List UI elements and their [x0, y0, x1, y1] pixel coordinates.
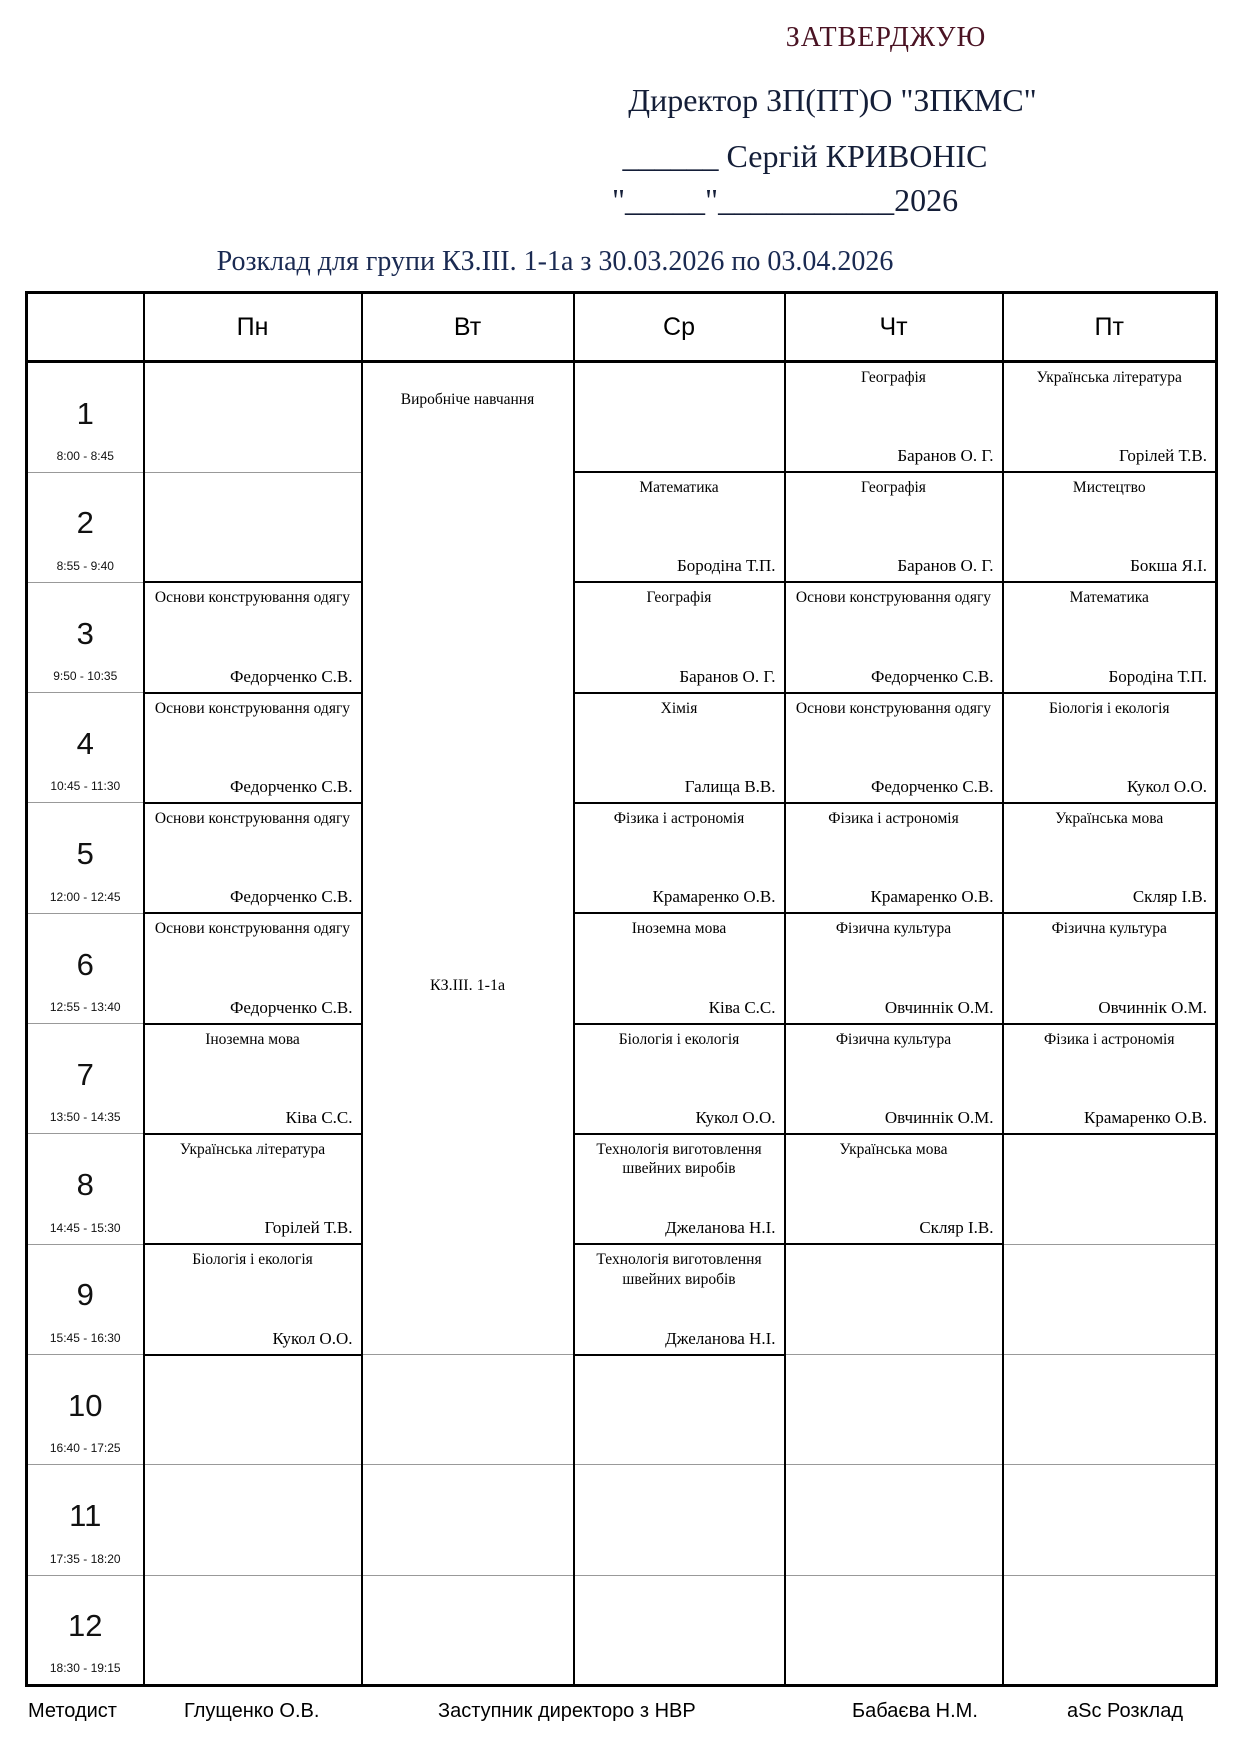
day-header-fri: Пт	[1003, 293, 1217, 362]
period-number: 8	[76, 1167, 94, 1203]
table-row	[27, 693, 1217, 803]
lesson-teacher: Джеланова Н.І.	[665, 1218, 776, 1238]
lesson-cell	[785, 1134, 1003, 1244]
lesson-cell	[144, 693, 362, 803]
footer-role-methodist: Методист	[28, 1700, 117, 1722]
period-cell	[27, 1465, 144, 1575]
period-number: 11	[69, 1498, 102, 1534]
period-cell	[27, 1244, 144, 1354]
lesson-teacher: Федорченко С.В.	[230, 666, 353, 686]
lesson-teacher: Кукол О.О.	[272, 1328, 353, 1348]
lesson-subject: Географія	[861, 369, 926, 387]
lesson-cell	[144, 1024, 362, 1134]
lesson-teacher: Кукол О.О.	[695, 1107, 776, 1127]
lesson-cell-empty	[785, 1355, 1003, 1465]
lesson-cell-empty	[1003, 1575, 1217, 1685]
period-cell	[27, 1134, 144, 1244]
footer-name-methodist: Глущенко О.В.	[184, 1700, 320, 1722]
day-header-wed: Ср	[574, 293, 785, 362]
lesson-teacher: Федорченко С.В.	[871, 776, 994, 796]
period-cell	[27, 472, 144, 582]
lesson-cell	[574, 1244, 785, 1354]
period-time: 12:55 - 13:40	[49, 1000, 121, 1015]
lesson-teacher: Бородіна Т.П.	[1108, 666, 1207, 686]
lesson-cell-empty	[1003, 1355, 1217, 1465]
lesson-teacher: Ківа С.С.	[708, 997, 776, 1017]
lesson-cell	[574, 1134, 785, 1244]
lesson-cell-empty	[1003, 1465, 1217, 1575]
lesson-subject: Мистецтво	[1072, 479, 1146, 496]
lesson-teacher: Бокша Я.І.	[1130, 556, 1207, 576]
lesson-cell-empty	[1003, 1134, 1217, 1244]
lesson-cell-empty	[574, 1355, 785, 1465]
lesson-teacher: Крамаренко О.В.	[870, 887, 994, 907]
lesson-subject: Біологія і екологія	[1048, 699, 1170, 717]
lesson-subject: Фізична культура	[835, 920, 952, 938]
lesson-teacher: Баранов О. Г.	[897, 556, 994, 576]
table-row	[27, 1244, 1217, 1354]
lesson-cell	[574, 582, 785, 692]
lesson-subject: Біологія і екологія	[192, 1251, 313, 1269]
footer-name-deputy: Бабаєва Н.М.	[852, 1700, 978, 1722]
period-number: 3	[76, 615, 94, 651]
lesson-cell	[785, 582, 1003, 692]
lesson-cell	[1003, 913, 1217, 1023]
lesson-cell	[1003, 472, 1217, 582]
period-cell	[27, 582, 144, 692]
lesson-teacher: Баранов О. Г.	[679, 666, 776, 686]
period-cell	[27, 913, 144, 1023]
period-cell	[27, 1575, 144, 1685]
period-time: 8:55 - 9:40	[56, 558, 114, 573]
lesson-teacher: Джеланова Н.І.	[665, 1328, 776, 1348]
lesson-cell	[785, 803, 1003, 913]
lesson-cell	[574, 1024, 785, 1134]
lesson-subject: Біологія і екологія	[618, 1030, 740, 1048]
table-row	[27, 1024, 1217, 1134]
lesson-cell-empty	[144, 1465, 362, 1575]
approve-label: ЗАТВЕРДЖУЮ	[785, 22, 987, 53]
footer-role-deputy: Заступник директоро з НВР	[438, 1700, 696, 1722]
period-cell	[27, 1355, 144, 1465]
lesson-cell	[574, 913, 785, 1023]
lesson-cell	[785, 362, 1003, 472]
lesson-subject: Фізична культура	[835, 1030, 952, 1048]
lesson-subject: Основи конструювання одягу	[154, 589, 351, 607]
lesson-teacher: Овчиннік О.М.	[884, 997, 994, 1017]
lesson-subject: Іноземна мова	[631, 920, 727, 938]
period-cell	[27, 693, 144, 803]
lesson-cell-empty	[144, 362, 362, 472]
period-number: 2	[76, 505, 94, 541]
lesson-teacher: Галища В.В.	[684, 776, 776, 796]
lesson-teacher: Кукол О.О.	[1126, 776, 1207, 796]
lesson-cell	[144, 803, 362, 913]
lesson-cell	[785, 913, 1003, 1023]
lesson-teacher: Горілей Т.В.	[1119, 446, 1207, 465]
table-row	[27, 1465, 1217, 1575]
table-row	[27, 582, 1217, 692]
table-row	[27, 1134, 1217, 1244]
lesson-subject: Українська мова	[839, 1140, 948, 1158]
lesson-cell-empty	[574, 1465, 785, 1575]
lesson-cell-empty	[362, 1575, 574, 1685]
lesson-teacher: Скляр І.В.	[1132, 887, 1207, 907]
lesson-teacher: Федорченко С.В.	[230, 887, 353, 907]
lesson-teacher: Скляр І.В.	[919, 1218, 994, 1238]
day-header-thu: Чт	[785, 293, 1003, 362]
lesson-subject: Виробніче навчання	[400, 391, 535, 409]
lesson-cell-empty	[144, 1355, 362, 1465]
period-time: 10:45 - 11:30	[50, 779, 121, 794]
lesson-subject: Основи конструювання одягу	[154, 699, 351, 717]
lesson-subject: Географія	[861, 479, 926, 496]
lesson-cell	[144, 1134, 362, 1244]
lesson-cell	[1003, 803, 1217, 913]
lesson-teacher: Овчиннік О.М.	[1098, 997, 1207, 1017]
lesson-cell-empty	[1003, 1244, 1217, 1354]
page-title: Розклад для групи КЗ.ІІІ. 1-1а з 30.03.2026 по 03.04.2026	[216, 246, 894, 277]
lesson-cell-empty	[785, 1244, 1003, 1354]
lesson-cell	[785, 693, 1003, 803]
lesson-subject: Українська мова	[1055, 809, 1164, 827]
lesson-cell	[785, 472, 1003, 582]
lesson-cell	[1003, 693, 1217, 803]
lesson-teacher: Бородіна Т.П.	[677, 556, 776, 576]
lesson-subject: Іноземна мова	[205, 1030, 300, 1048]
lesson-teacher: Крамаренко О.В.	[652, 887, 776, 907]
period-number: 6	[76, 946, 94, 982]
period-time: 9:50 - 10:35	[53, 669, 118, 684]
period-time: 16:40 - 17:25	[49, 1441, 121, 1456]
table-row	[27, 803, 1217, 913]
lesson-cell-empty	[574, 1575, 785, 1685]
period-cell	[27, 1024, 144, 1134]
period-time: 15:45 - 16:30	[49, 1331, 121, 1345]
lesson-cell	[1003, 582, 1217, 692]
lesson-subject: Основи конструювання одягу	[795, 699, 992, 717]
date-line: "_____"___________2026	[611, 182, 959, 218]
lesson-cell	[574, 472, 785, 582]
lesson-cell	[144, 913, 362, 1023]
lesson-cell	[144, 1244, 362, 1354]
lesson-subject: Фізика і астрономія	[828, 809, 959, 827]
day-header-tue: Вт	[362, 293, 574, 362]
period-time: 17:35 - 18:20	[49, 1551, 121, 1566]
lesson-teacher: Федорченко С.В.	[871, 666, 994, 686]
lesson-subject: Географія	[646, 589, 712, 607]
lesson-subject: Технологія виготовлення швейних виробів	[596, 1140, 762, 1178]
lesson-cell	[785, 1024, 1003, 1134]
footer-brand: aSc Розклад	[1067, 1700, 1183, 1722]
period-number: 5	[76, 836, 94, 872]
lesson-subject: Математика	[1069, 589, 1149, 607]
lesson-cell	[144, 582, 362, 692]
lesson-subject: Основи конструювання одягу	[795, 589, 992, 607]
lesson-subject: Основи конструювання одягу	[154, 809, 351, 827]
table-row	[27, 362, 1217, 472]
corner-cell	[27, 293, 144, 362]
period-number: 1	[76, 395, 94, 431]
lesson-cell-empty	[144, 472, 362, 582]
lesson-subject: Фізична культура	[1051, 920, 1167, 938]
period-cell	[27, 362, 144, 472]
lesson-subject: Фізика і астрономія	[613, 809, 745, 827]
table-row	[27, 1355, 1217, 1465]
period-number: 9	[76, 1277, 94, 1313]
lesson-cell	[574, 803, 785, 913]
lesson-teacher: Овчиннік О.М.	[884, 1107, 994, 1127]
lesson-cell	[1003, 362, 1217, 472]
lesson-subject: Математика	[639, 479, 719, 496]
lesson-teacher: Федорченко С.В.	[230, 776, 353, 796]
period-number: 12	[68, 1608, 103, 1644]
director-line: Директор ЗП(ПТ)О "ЗПКМС"	[628, 82, 1037, 118]
lesson-cell-empty	[785, 1575, 1003, 1685]
lesson-teacher: Ківа С.С.	[285, 1107, 353, 1127]
lesson-group: КЗ.ІІІ. 1-1а	[429, 977, 506, 995]
header-row	[27, 293, 1217, 362]
table-row	[27, 472, 1217, 582]
lesson-cell-empty	[144, 1575, 362, 1685]
period-time: 12:00 - 12:45	[49, 889, 121, 904]
table-row	[27, 913, 1217, 1023]
table-row	[27, 1575, 1217, 1685]
lesson-subject: Основи конструювання одягу	[154, 920, 351, 938]
lesson-cell	[1003, 1024, 1217, 1134]
lesson-teacher: Горілей Т.В.	[264, 1218, 353, 1238]
lesson-cell	[574, 693, 785, 803]
period-time: 14:45 - 15:30	[49, 1220, 121, 1235]
timetable	[25, 291, 1218, 1687]
lesson-subject: Українська література	[1036, 369, 1182, 387]
period-number: 7	[76, 1056, 94, 1092]
lesson-cell-empty	[362, 1465, 574, 1575]
lesson-teacher: Федорченко С.В.	[230, 997, 353, 1017]
period-number: 4	[76, 725, 94, 761]
period-time: 18:30 - 19:15	[49, 1661, 121, 1675]
lesson-cell-empty	[362, 1355, 574, 1465]
period-number: 10	[68, 1387, 103, 1423]
lesson-teacher: Крамаренко О.В.	[1084, 1107, 1207, 1127]
day-header-mon: Пн	[144, 293, 362, 362]
period-time: 13:50 - 14:35	[49, 1110, 121, 1125]
period-cell	[27, 803, 144, 913]
signature-line: ______ Сергій КРИВОНІС	[622, 138, 988, 174]
lesson-subject: Хімія	[660, 699, 698, 717]
lesson-subject: Фізика і астрономія	[1044, 1030, 1175, 1048]
lesson-subject: Технологія виготовлення швейних виробів	[596, 1251, 762, 1288]
lesson-teacher: Баранов О. Г.	[897, 446, 994, 465]
lesson-subject: Українська література	[179, 1140, 326, 1158]
lesson-cell-empty	[574, 362, 785, 472]
period-time: 8:00 - 8:45	[56, 448, 114, 463]
lesson-cell-merged	[362, 362, 574, 1355]
lesson-cell-empty	[785, 1465, 1003, 1575]
